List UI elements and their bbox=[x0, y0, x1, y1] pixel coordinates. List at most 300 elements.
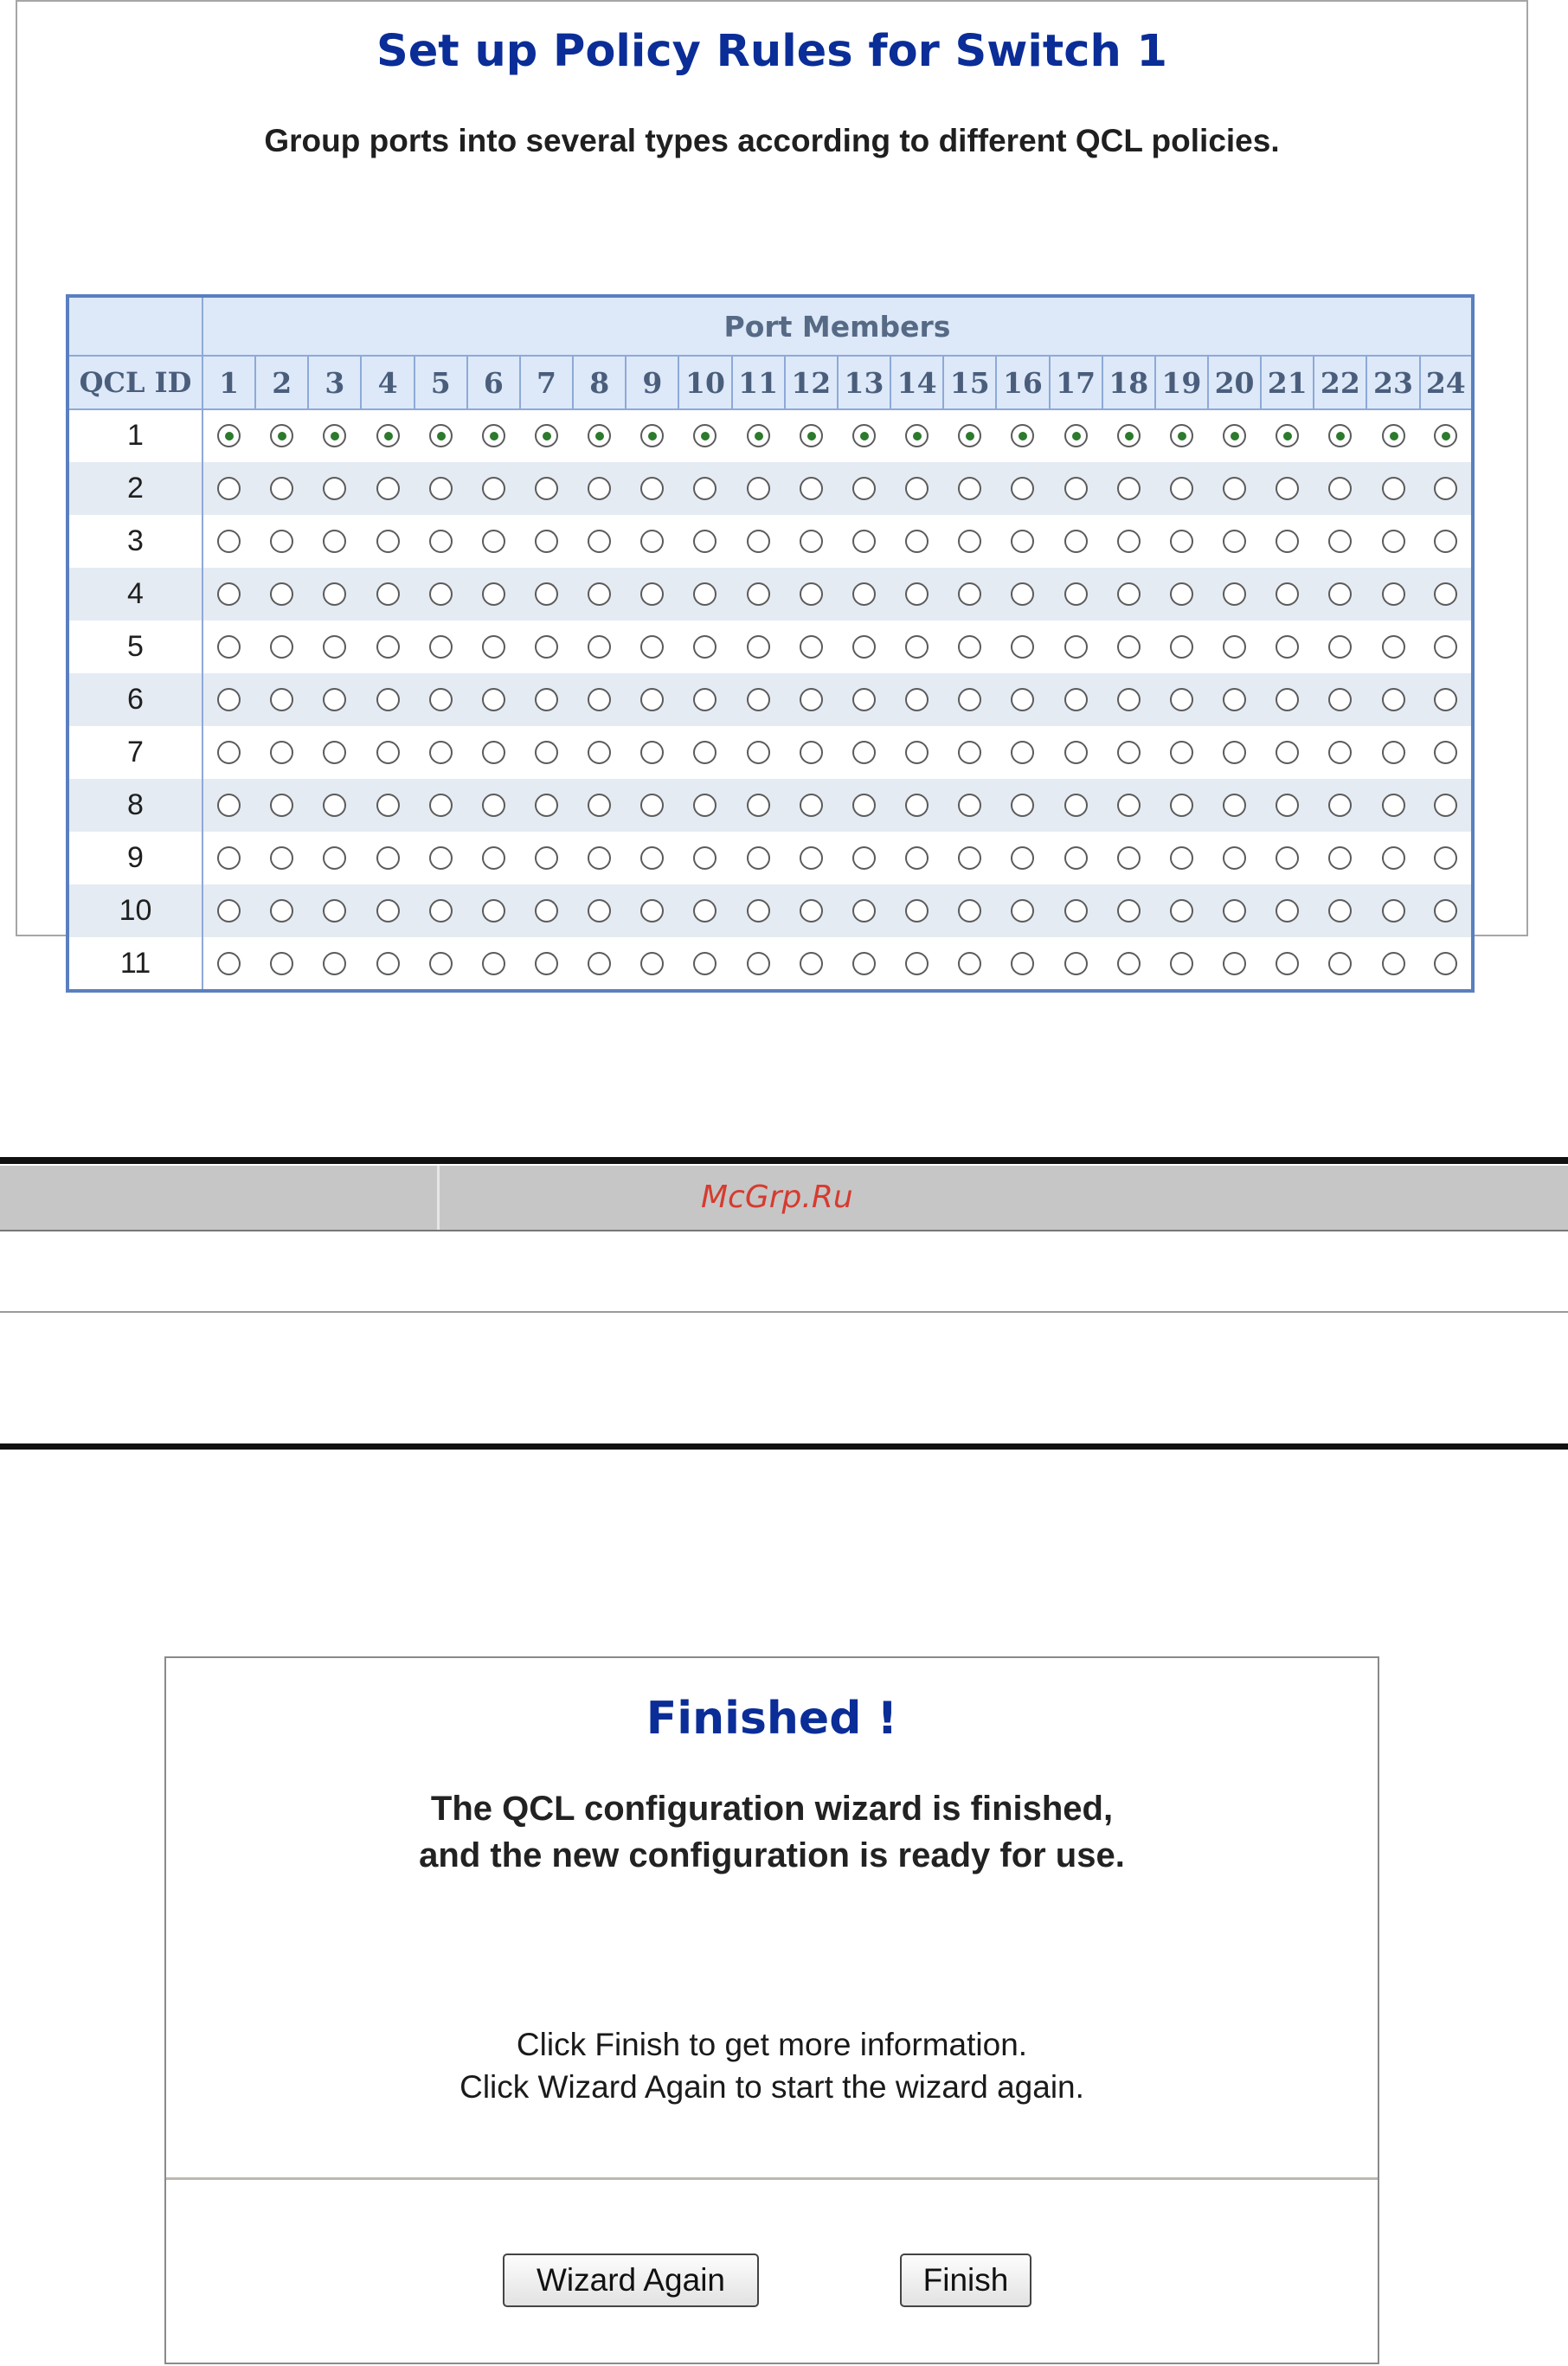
port-radio-8[interactable] bbox=[588, 530, 611, 553]
port-radio-18[interactable] bbox=[1117, 424, 1141, 447]
port-radio-23[interactable] bbox=[1382, 741, 1405, 764]
port-radio-4[interactable] bbox=[376, 530, 400, 553]
port-radio-9[interactable] bbox=[640, 899, 664, 923]
port-radio-8[interactable] bbox=[588, 952, 611, 975]
port-radio-23[interactable] bbox=[1382, 477, 1405, 500]
port-radio-14[interactable] bbox=[905, 688, 929, 711]
port-cell bbox=[467, 620, 520, 673]
port-radio-9[interactable] bbox=[640, 688, 664, 711]
port-radio-6[interactable] bbox=[482, 899, 505, 923]
port-radio-3[interactable] bbox=[323, 530, 346, 553]
port-cell bbox=[1314, 409, 1366, 462]
port-radio-12[interactable] bbox=[800, 846, 823, 870]
port-radio-15[interactable] bbox=[958, 688, 981, 711]
port-radio-24[interactable] bbox=[1434, 424, 1457, 447]
port-radio-15[interactable] bbox=[958, 741, 981, 764]
port-radio-18[interactable] bbox=[1117, 794, 1141, 817]
port-radio-21[interactable] bbox=[1276, 635, 1299, 659]
port-cell bbox=[467, 515, 520, 568]
port-radio-8[interactable] bbox=[588, 582, 611, 606]
port-radio-2[interactable] bbox=[270, 635, 293, 659]
port-radio-15[interactable] bbox=[958, 952, 981, 975]
port-cell bbox=[1314, 779, 1366, 832]
port-radio-15[interactable] bbox=[958, 477, 981, 500]
port-radio-11[interactable] bbox=[747, 952, 770, 975]
port-cell bbox=[255, 832, 308, 884]
port-cell bbox=[520, 620, 573, 673]
port-radio-11[interactable] bbox=[747, 688, 770, 711]
port-radio-21[interactable] bbox=[1276, 582, 1299, 606]
port-radio-12[interactable] bbox=[800, 952, 823, 975]
port-radio-12[interactable] bbox=[800, 688, 823, 711]
port-radio-4[interactable] bbox=[376, 952, 400, 975]
port-radio-10[interactable] bbox=[693, 899, 717, 923]
port-radio-6[interactable] bbox=[482, 477, 505, 500]
port-radio-13[interactable] bbox=[852, 582, 876, 606]
port-radio-24[interactable] bbox=[1434, 530, 1457, 553]
port-radio-12[interactable] bbox=[800, 794, 823, 817]
port-cell bbox=[996, 515, 1049, 568]
port-cell bbox=[732, 409, 785, 462]
port-radio-18[interactable] bbox=[1117, 477, 1141, 500]
port-radio-16[interactable] bbox=[1011, 794, 1034, 817]
port-radio-17[interactable] bbox=[1064, 899, 1088, 923]
port-cell bbox=[1050, 673, 1102, 726]
port-radio-1[interactable] bbox=[217, 424, 241, 447]
port-radio-5[interactable] bbox=[429, 424, 453, 447]
port-radio-1[interactable] bbox=[217, 530, 241, 553]
port-radio-9[interactable] bbox=[640, 582, 664, 606]
port-radio-22[interactable] bbox=[1328, 635, 1352, 659]
port-radio-17[interactable] bbox=[1064, 582, 1088, 606]
port-radio-3[interactable] bbox=[323, 688, 346, 711]
port-cell bbox=[520, 726, 573, 779]
port-radio-13[interactable] bbox=[852, 952, 876, 975]
port-radio-21[interactable] bbox=[1276, 794, 1299, 817]
port-radio-23[interactable] bbox=[1382, 846, 1405, 870]
port-cell bbox=[255, 409, 308, 462]
page-subtitle: Group ports into several types according to different QCL policies. bbox=[264, 123, 1280, 158]
port-radio-5[interactable] bbox=[429, 899, 453, 923]
port-radio-9[interactable] bbox=[640, 952, 664, 975]
port-radio-13[interactable] bbox=[852, 899, 876, 923]
port-radio-7[interactable] bbox=[535, 424, 558, 447]
port-radio-14[interactable] bbox=[905, 582, 929, 606]
port-radio-20[interactable] bbox=[1223, 899, 1246, 923]
port-radio-23[interactable] bbox=[1382, 688, 1405, 711]
port-radio-15[interactable] bbox=[958, 635, 981, 659]
port-radio-3[interactable] bbox=[323, 424, 346, 447]
port-radio-10[interactable] bbox=[693, 688, 717, 711]
port-radio-12[interactable] bbox=[800, 582, 823, 606]
port-radio-9[interactable] bbox=[640, 794, 664, 817]
port-radio-18[interactable] bbox=[1117, 952, 1141, 975]
port-radio-16[interactable] bbox=[1011, 635, 1034, 659]
port-radio-8[interactable] bbox=[588, 741, 611, 764]
port-radio-6[interactable] bbox=[482, 530, 505, 553]
port-header-18: 18 bbox=[1102, 356, 1155, 409]
port-radio-2[interactable] bbox=[270, 846, 293, 870]
port-radio-3[interactable] bbox=[323, 794, 346, 817]
port-radio-18[interactable] bbox=[1117, 635, 1141, 659]
port-radio-5[interactable] bbox=[429, 952, 453, 975]
port-radio-16[interactable] bbox=[1011, 424, 1034, 447]
port-radio-18[interactable] bbox=[1117, 530, 1141, 553]
port-radio-22[interactable] bbox=[1328, 582, 1352, 606]
port-radio-22[interactable] bbox=[1328, 477, 1352, 500]
port-radio-4[interactable] bbox=[376, 846, 400, 870]
port-radio-24[interactable] bbox=[1434, 846, 1457, 870]
port-radio-7[interactable] bbox=[535, 582, 558, 606]
port-radio-13[interactable] bbox=[852, 794, 876, 817]
port-radio-1[interactable] bbox=[217, 477, 241, 500]
port-radio-19[interactable] bbox=[1170, 899, 1193, 923]
port-radio-7[interactable] bbox=[535, 477, 558, 500]
port-radio-12[interactable] bbox=[800, 899, 823, 923]
port-radio-6[interactable] bbox=[482, 794, 505, 817]
port-radio-16[interactable] bbox=[1011, 582, 1034, 606]
port-radio-17[interactable] bbox=[1064, 635, 1088, 659]
port-radio-12[interactable] bbox=[800, 477, 823, 500]
port-radio-21[interactable] bbox=[1276, 424, 1299, 447]
port-radio-18[interactable] bbox=[1117, 688, 1141, 711]
port-radio-4[interactable] bbox=[376, 741, 400, 764]
port-radio-10[interactable] bbox=[693, 477, 717, 500]
port-radio-22[interactable] bbox=[1328, 952, 1352, 975]
port-radio-8[interactable] bbox=[588, 846, 611, 870]
port-radio-6[interactable] bbox=[482, 582, 505, 606]
port-radio-16[interactable] bbox=[1011, 477, 1034, 500]
port-radio-20[interactable] bbox=[1223, 794, 1246, 817]
port-radio-19[interactable] bbox=[1170, 530, 1193, 553]
port-radio-3[interactable] bbox=[323, 635, 346, 659]
port-radio-7[interactable] bbox=[535, 635, 558, 659]
port-radio-7[interactable] bbox=[535, 741, 558, 764]
port-radio-21[interactable] bbox=[1276, 952, 1299, 975]
port-radio-20[interactable] bbox=[1223, 688, 1246, 711]
port-radio-24[interactable] bbox=[1434, 794, 1457, 817]
port-radio-2[interactable] bbox=[270, 952, 293, 975]
port-radio-1[interactable] bbox=[217, 741, 241, 764]
port-radio-2[interactable] bbox=[270, 688, 293, 711]
port-radio-16[interactable] bbox=[1011, 688, 1034, 711]
port-radio-5[interactable] bbox=[429, 582, 453, 606]
port-radio-11[interactable] bbox=[747, 424, 770, 447]
port-radio-23[interactable] bbox=[1382, 582, 1405, 606]
port-radio-19[interactable] bbox=[1170, 635, 1193, 659]
port-radio-17[interactable] bbox=[1064, 794, 1088, 817]
port-cell bbox=[678, 462, 731, 515]
port-radio-13[interactable] bbox=[852, 530, 876, 553]
port-radio-1[interactable] bbox=[217, 846, 241, 870]
port-cell bbox=[414, 568, 467, 620]
port-radio-23[interactable] bbox=[1382, 899, 1405, 923]
port-radio-14[interactable] bbox=[905, 741, 929, 764]
port-radio-22[interactable] bbox=[1328, 688, 1352, 711]
port-radio-10[interactable] bbox=[693, 952, 717, 975]
port-radio-7[interactable] bbox=[535, 794, 558, 817]
port-radio-18[interactable] bbox=[1117, 741, 1141, 764]
port-radio-15[interactable] bbox=[958, 424, 981, 447]
port-radio-17[interactable] bbox=[1064, 477, 1088, 500]
port-radio-4[interactable] bbox=[376, 794, 400, 817]
port-radio-13[interactable] bbox=[852, 477, 876, 500]
port-radio-7[interactable] bbox=[535, 846, 558, 870]
port-radio-3[interactable] bbox=[323, 477, 346, 500]
port-cell bbox=[943, 832, 996, 884]
port-radio-1[interactable] bbox=[217, 635, 241, 659]
port-radio-19[interactable] bbox=[1170, 846, 1193, 870]
port-radio-14[interactable] bbox=[905, 477, 929, 500]
port-radio-5[interactable] bbox=[429, 688, 453, 711]
port-radio-12[interactable] bbox=[800, 635, 823, 659]
finish-button[interactable]: Finish bbox=[900, 2253, 1031, 2307]
port-radio-10[interactable] bbox=[693, 582, 717, 606]
port-radio-17[interactable] bbox=[1064, 530, 1088, 553]
port-radio-8[interactable] bbox=[588, 477, 611, 500]
port-cell bbox=[1366, 937, 1419, 991]
port-radio-12[interactable] bbox=[800, 530, 823, 553]
port-radio-8[interactable] bbox=[588, 688, 611, 711]
port-radio-22[interactable] bbox=[1328, 424, 1352, 447]
port-cell bbox=[1314, 673, 1366, 726]
port-radio-14[interactable] bbox=[905, 635, 929, 659]
port-cell bbox=[1050, 937, 1102, 991]
port-radio-7[interactable] bbox=[535, 530, 558, 553]
port-radio-6[interactable] bbox=[482, 741, 505, 764]
port-radio-4[interactable] bbox=[376, 688, 400, 711]
port-radio-22[interactable] bbox=[1328, 794, 1352, 817]
port-header-15: 15 bbox=[943, 356, 996, 409]
port-radio-20[interactable] bbox=[1223, 741, 1246, 764]
port-radio-22[interactable] bbox=[1328, 741, 1352, 764]
port-radio-4[interactable] bbox=[376, 635, 400, 659]
port-cell bbox=[838, 832, 890, 884]
port-radio-5[interactable] bbox=[429, 635, 453, 659]
port-radio-10[interactable] bbox=[693, 424, 717, 447]
port-radio-17[interactable] bbox=[1064, 846, 1088, 870]
port-radio-10[interactable] bbox=[693, 530, 717, 553]
port-radio-24[interactable] bbox=[1434, 952, 1457, 975]
port-radio-16[interactable] bbox=[1011, 741, 1034, 764]
port-radio-17[interactable] bbox=[1064, 952, 1088, 975]
port-radio-2[interactable] bbox=[270, 530, 293, 553]
port-radio-16[interactable] bbox=[1011, 846, 1034, 870]
port-cell bbox=[732, 568, 785, 620]
port-radio-2[interactable] bbox=[270, 477, 293, 500]
port-radio-20[interactable] bbox=[1223, 846, 1246, 870]
port-radio-9[interactable] bbox=[640, 846, 664, 870]
port-radio-20[interactable] bbox=[1223, 530, 1246, 553]
port-radio-21[interactable] bbox=[1276, 741, 1299, 764]
port-radio-23[interactable] bbox=[1382, 794, 1405, 817]
port-radio-3[interactable] bbox=[323, 899, 346, 923]
port-radio-23[interactable] bbox=[1382, 952, 1405, 975]
port-radio-11[interactable] bbox=[747, 635, 770, 659]
port-radio-13[interactable] bbox=[852, 741, 876, 764]
port-radio-2[interactable] bbox=[270, 899, 293, 923]
port-radio-3[interactable] bbox=[323, 846, 346, 870]
port-radio-6[interactable] bbox=[482, 846, 505, 870]
port-radio-21[interactable] bbox=[1276, 899, 1299, 923]
port-radio-17[interactable] bbox=[1064, 741, 1088, 764]
port-radio-1[interactable] bbox=[217, 688, 241, 711]
port-radio-16[interactable] bbox=[1011, 899, 1034, 923]
port-radio-23[interactable] bbox=[1382, 424, 1405, 447]
finished-message-line: The QCL configuration wizard is finished, bbox=[430, 1790, 1114, 1828]
port-cell bbox=[1261, 409, 1314, 462]
port-radio-7[interactable] bbox=[535, 952, 558, 975]
port-radio-22[interactable] bbox=[1328, 846, 1352, 870]
port-radio-10[interactable] bbox=[693, 794, 717, 817]
port-radio-15[interactable] bbox=[958, 794, 981, 817]
port-radio-4[interactable] bbox=[376, 477, 400, 500]
port-radio-4[interactable] bbox=[376, 424, 400, 447]
port-radio-11[interactable] bbox=[747, 582, 770, 606]
port-radio-21[interactable] bbox=[1276, 688, 1299, 711]
port-radio-12[interactable] bbox=[800, 424, 823, 447]
port-radio-22[interactable] bbox=[1328, 899, 1352, 923]
port-radio-16[interactable] bbox=[1011, 952, 1034, 975]
port-radio-13[interactable] bbox=[852, 635, 876, 659]
port-radio-14[interactable] bbox=[905, 899, 929, 923]
port-radio-11[interactable] bbox=[747, 794, 770, 817]
port-radio-3[interactable] bbox=[323, 582, 346, 606]
port-radio-18[interactable] bbox=[1117, 582, 1141, 606]
port-radio-8[interactable] bbox=[588, 899, 611, 923]
port-radio-20[interactable] bbox=[1223, 635, 1246, 659]
port-radio-11[interactable] bbox=[747, 846, 770, 870]
port-cell bbox=[1102, 409, 1155, 462]
port-radio-1[interactable] bbox=[217, 582, 241, 606]
port-radio-19[interactable] bbox=[1170, 688, 1193, 711]
port-radio-11[interactable] bbox=[747, 741, 770, 764]
port-radio-14[interactable] bbox=[905, 424, 929, 447]
port-cell bbox=[943, 515, 996, 568]
port-radio-7[interactable] bbox=[535, 899, 558, 923]
port-cell bbox=[1314, 515, 1366, 568]
port-radio-10[interactable] bbox=[693, 741, 717, 764]
port-radio-20[interactable] bbox=[1223, 424, 1246, 447]
port-radio-13[interactable] bbox=[852, 424, 876, 447]
port-radio-7[interactable] bbox=[535, 688, 558, 711]
port-cell bbox=[996, 884, 1049, 937]
port-radio-14[interactable] bbox=[905, 846, 929, 870]
port-radio-10[interactable] bbox=[693, 846, 717, 870]
port-radio-8[interactable] bbox=[588, 424, 611, 447]
port-radio-8[interactable] bbox=[588, 794, 611, 817]
port-radio-24[interactable] bbox=[1434, 635, 1457, 659]
port-radio-19[interactable] bbox=[1170, 424, 1193, 447]
port-radio-24[interactable] bbox=[1434, 688, 1457, 711]
port-radio-21[interactable] bbox=[1276, 477, 1299, 500]
port-radio-9[interactable] bbox=[640, 741, 664, 764]
port-radio-24[interactable] bbox=[1434, 899, 1457, 923]
port-radio-2[interactable] bbox=[270, 582, 293, 606]
port-radio-20[interactable] bbox=[1223, 952, 1246, 975]
port-radio-14[interactable] bbox=[905, 794, 929, 817]
port-radio-6[interactable] bbox=[482, 688, 505, 711]
port-radio-15[interactable] bbox=[958, 582, 981, 606]
port-radio-13[interactable] bbox=[852, 846, 876, 870]
port-radio-6[interactable] bbox=[482, 424, 505, 447]
port-radio-6[interactable] bbox=[482, 952, 505, 975]
port-radio-12[interactable] bbox=[800, 741, 823, 764]
port-radio-11[interactable] bbox=[747, 477, 770, 500]
port-radio-19[interactable] bbox=[1170, 794, 1193, 817]
port-radio-19[interactable] bbox=[1170, 952, 1193, 975]
port-radio-9[interactable] bbox=[640, 635, 664, 659]
port-radio-2[interactable] bbox=[270, 741, 293, 764]
port-radio-1[interactable] bbox=[217, 899, 241, 923]
port-radio-17[interactable] bbox=[1064, 424, 1088, 447]
port-radio-15[interactable] bbox=[958, 899, 981, 923]
port-cell bbox=[414, 409, 467, 462]
port-radio-2[interactable] bbox=[270, 424, 293, 447]
port-radio-15[interactable] bbox=[958, 530, 981, 553]
port-radio-19[interactable] bbox=[1170, 582, 1193, 606]
port-cell bbox=[1050, 779, 1102, 832]
port-radio-20[interactable] bbox=[1223, 477, 1246, 500]
port-radio-5[interactable] bbox=[429, 846, 453, 870]
port-radio-14[interactable] bbox=[905, 952, 929, 975]
port-radio-4[interactable] bbox=[376, 899, 400, 923]
port-radio-21[interactable] bbox=[1276, 846, 1299, 870]
port-radio-3[interactable] bbox=[323, 741, 346, 764]
port-cell bbox=[890, 884, 943, 937]
port-radio-3[interactable] bbox=[323, 952, 346, 975]
port-radio-21[interactable] bbox=[1276, 530, 1299, 553]
port-cell bbox=[838, 462, 890, 515]
port-radio-18[interactable] bbox=[1117, 846, 1141, 870]
port-radio-13[interactable] bbox=[852, 688, 876, 711]
port-radio-11[interactable] bbox=[747, 899, 770, 923]
port-radio-5[interactable] bbox=[429, 530, 453, 553]
port-radio-15[interactable] bbox=[958, 846, 981, 870]
port-radio-17[interactable] bbox=[1064, 688, 1088, 711]
port-radio-22[interactable] bbox=[1328, 530, 1352, 553]
port-radio-9[interactable] bbox=[640, 477, 664, 500]
port-cell bbox=[1420, 515, 1473, 568]
port-radio-1[interactable] bbox=[217, 794, 241, 817]
port-radio-5[interactable] bbox=[429, 741, 453, 764]
port-radio-6[interactable] bbox=[482, 635, 505, 659]
port-radio-23[interactable] bbox=[1382, 635, 1405, 659]
port-radio-10[interactable] bbox=[693, 635, 717, 659]
port-radio-24[interactable] bbox=[1434, 582, 1457, 606]
port-radio-8[interactable] bbox=[588, 635, 611, 659]
port-radio-2[interactable] bbox=[270, 794, 293, 817]
port-radio-24[interactable] bbox=[1434, 741, 1457, 764]
port-radio-14[interactable] bbox=[905, 530, 929, 553]
port-radio-18[interactable] bbox=[1117, 899, 1141, 923]
port-radio-4[interactable] bbox=[376, 582, 400, 606]
port-radio-16[interactable] bbox=[1011, 530, 1034, 553]
port-radio-19[interactable] bbox=[1170, 477, 1193, 500]
port-radio-23[interactable] bbox=[1382, 530, 1405, 553]
wizard-again-button[interactable]: Wizard Again bbox=[503, 2253, 759, 2307]
port-radio-1[interactable] bbox=[217, 952, 241, 975]
port-cell bbox=[520, 568, 573, 620]
port-radio-19[interactable] bbox=[1170, 741, 1193, 764]
port-radio-11[interactable] bbox=[747, 530, 770, 553]
port-radio-20[interactable] bbox=[1223, 582, 1246, 606]
port-radio-9[interactable] bbox=[640, 530, 664, 553]
port-radio-5[interactable] bbox=[429, 794, 453, 817]
port-radio-24[interactable] bbox=[1434, 477, 1457, 500]
port-radio-9[interactable] bbox=[640, 424, 664, 447]
port-radio-5[interactable] bbox=[429, 477, 453, 500]
